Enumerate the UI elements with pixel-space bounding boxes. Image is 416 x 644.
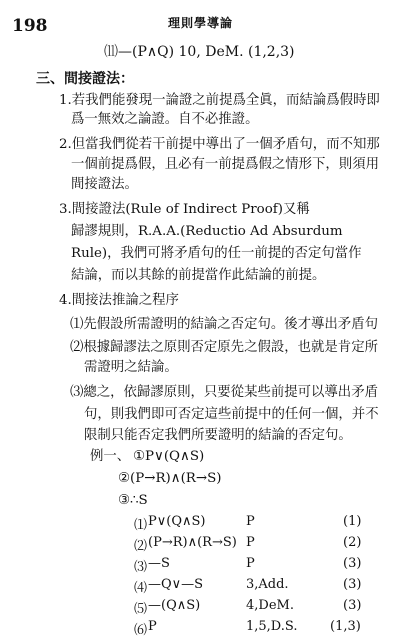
subitem-1-line-1: ⑴先假設所需證明的結論之否定句。後才導出矛盾句 xyxy=(70,317,378,332)
proof-justification: P xyxy=(246,556,255,571)
proof-justification: 1,5,D.S. xyxy=(246,619,298,634)
subitem-3-line-3: 限制只能否定我們所要證明的結論的否定句。 xyxy=(84,428,352,443)
proof-reference: (3) xyxy=(343,598,362,613)
item-2-line-3: 間接證法。 xyxy=(71,177,138,192)
proof-reference: (3) xyxy=(343,577,362,592)
item-1-line-1: 1.若我們能發現一論證之前提爲全眞，而結論爲假時即 xyxy=(59,93,380,108)
proof-statement: (P→R)∧(R→S) xyxy=(148,535,237,550)
item-2-line-1: 2.但當我們從若干前提中導出了一個矛盾句，而不知那 xyxy=(59,137,380,152)
proof-reference: (1,3) xyxy=(330,619,361,634)
proof-justification: 4,DeM. xyxy=(246,598,294,613)
proof-statement: —Q∨—S xyxy=(148,577,204,592)
subitem-2-line-1: ⑵根據歸謬法之原則否定原先之假設，也就是肯定所 xyxy=(70,340,378,355)
proof-step-number: ⑷ xyxy=(134,581,148,596)
proof-justification: 3,Add. xyxy=(246,577,289,592)
proof-step-number: ⑸ xyxy=(134,602,148,617)
proof-step-number: ⑹ xyxy=(134,623,148,638)
example-label: 例一、 xyxy=(90,449,131,464)
item-2-line-2: 一個前提爲假，且必有一前提爲假之情形下，則須用 xyxy=(71,157,379,172)
section-heading: 三、間接證法： xyxy=(36,71,134,87)
proof-reference: (1) xyxy=(343,514,362,529)
subitem-3-line-2: 句，則我們即可否定這些前提中的任何一個，并不 xyxy=(84,407,379,422)
item-3-line-2: 歸謬規則，R.A.A.(Reductio Ad Absurdum xyxy=(71,224,343,239)
item-3-line-1: 3.間接證法(Rule of Indirect Proof)又稱 xyxy=(59,202,310,217)
example-conclusion: ③∴S xyxy=(118,493,148,508)
proof-continuation-line: ⑾—(P∧Q) 10, DeM. (1,2,3) xyxy=(104,44,295,60)
subitem-3-line-1: ⑶總之，依歸謬原則，只要從某些前提可以導出矛盾 xyxy=(70,385,378,400)
proof-step-number: ⑴ xyxy=(134,518,148,533)
proof-statement: —S xyxy=(148,556,170,571)
proof-statement: —(Q∧S) xyxy=(148,598,201,613)
example-premise-2: ②(P→R)∧(R→S) xyxy=(118,471,222,486)
proof-step-number: ⑶ xyxy=(134,560,148,575)
proof-statement: P xyxy=(148,619,157,634)
proof-justification: P xyxy=(246,514,255,529)
proof-step-number: ⑵ xyxy=(134,539,148,554)
proof-statement: P∨(Q∧S) xyxy=(148,514,206,529)
proof-reference: (2) xyxy=(343,535,362,550)
item-1-line-2: 爲一無效之論證。自不必推證。 xyxy=(71,112,259,127)
example-premise-1: ①P∨(Q∧S) xyxy=(133,449,205,464)
item-4-heading: 4.間接法推論之程序 xyxy=(59,293,179,308)
page-number: 198 xyxy=(12,16,48,36)
running-head: 理則學導論 xyxy=(168,16,234,30)
proof-justification: P xyxy=(246,535,255,550)
proof-reference: (3) xyxy=(343,556,362,571)
item-3-line-3: Rule)，我們可將矛盾句的任一前提的否定句當作 xyxy=(71,246,362,261)
subitem-2-line-2: 需證明之結論。 xyxy=(84,360,178,375)
item-3-line-4: 結論，而以其餘的前提當作此結論的前提。 xyxy=(71,268,326,283)
